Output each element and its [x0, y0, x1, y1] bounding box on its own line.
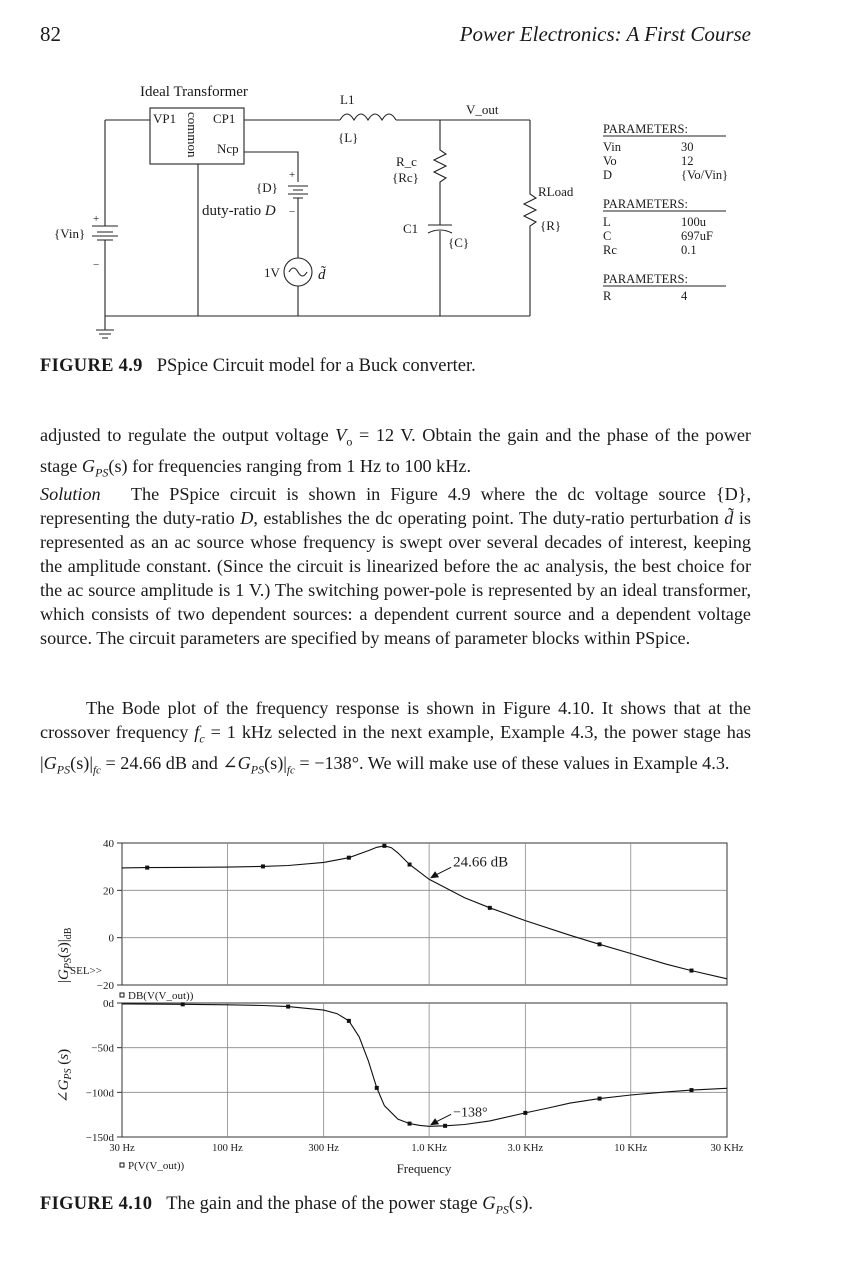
figure-4-10-caption: FIGURE 4.10 The gain and the phase of the power stage $G_{PS}(s)$.	[40, 1194, 534, 1217]
d-minus: −	[289, 206, 296, 218]
phase-ytick-label: −100d	[85, 1087, 114, 1100]
l-value-label: {L}	[338, 130, 359, 145]
phase-data-point	[598, 1097, 602, 1101]
cp1-label: CP1	[213, 111, 236, 126]
d-source-label: {D}	[256, 180, 278, 195]
gain-annotation-label: 24.66 dB	[453, 854, 509, 871]
svg-text:697uF: 697uF	[681, 229, 713, 243]
gain-frame	[122, 843, 727, 985]
paragraph-solution: Solution The PSpice circuit is shown in Figure 4.9 where the dc voltage source {D}, representing the duty-ratio D, establishes the dc operating point. The duty-ratio perturbation d̃ is represented as an ac source whose frequency is swept over several decades of interest, keeping the amplitude constant. (Since the circuit is linearized before the ac analysis, the best choice for the ac source amplitude is 1 V.) The switching power-pole is represented by an ideal transformer, which consists of two dependent sources: a dependent current source and a dependent voltage source. The circuit parameters are specified by means of parameter blocks within PSpice.	[40, 484, 751, 648]
x-tick-label: 300 Hz	[308, 1143, 339, 1154]
x-tick-label: 3.0 KHz	[507, 1143, 544, 1154]
phase-data-point	[181, 1002, 185, 1006]
svg-text:PARAMETERS:: PARAMETERS:	[603, 272, 688, 286]
gain-data-point	[145, 866, 149, 870]
svg-text:PARAMETERS:: PARAMETERS:	[603, 122, 688, 136]
gain-ytick-label: 40	[103, 838, 114, 850]
vin-plus: +	[93, 213, 100, 225]
svg-text:Rc: Rc	[603, 243, 617, 257]
gain-annotation-arrowhead	[430, 871, 439, 878]
ac-amplitude-label: 1V	[264, 265, 280, 280]
svg-text:12: 12	[681, 154, 694, 168]
phase-legend-label: P(V(V_out))	[128, 1160, 185, 1172]
rc-label: R_c	[396, 154, 417, 169]
ncp-label: Ncp	[217, 141, 239, 156]
phase-legend-marker	[120, 1163, 124, 1167]
phase-frame	[122, 1003, 727, 1137]
ideal-transformer-label: Ideal Transformer	[140, 84, 248, 100]
d-plus: +	[289, 169, 296, 181]
phase-plot	[86, 998, 744, 1176]
vin-minus: −	[93, 259, 100, 271]
svg-text:4: 4	[681, 289, 688, 303]
gain-legend-marker	[120, 993, 124, 997]
vp1-label: VP1	[153, 111, 177, 126]
phase-ytick-label: −50d	[91, 1042, 114, 1055]
svg-text:D: D	[603, 168, 613, 182]
phase-annotation-label: −138°	[453, 1105, 488, 1121]
phase-data-point	[689, 1088, 693, 1092]
d-tilde-label: d̃	[318, 267, 326, 283]
svg-text:C: C	[603, 229, 612, 243]
svg-text:0.1: 0.1	[681, 243, 697, 257]
gain-data-point	[347, 856, 351, 860]
svg-text:L: L	[603, 215, 611, 229]
running-title: Power Electronics: A First Course	[459, 22, 751, 46]
svg-text:Vin: Vin	[603, 140, 621, 154]
rload-label: RLoad	[538, 184, 574, 199]
phase-data-point	[523, 1111, 527, 1115]
v-out-label: V_out	[466, 102, 499, 117]
svg-text:100u: 100u	[681, 215, 706, 229]
svg-text:Vo: Vo	[603, 154, 617, 168]
phase-ytick-label: −150d	[85, 1132, 114, 1144]
phase-data-point	[443, 1124, 447, 1128]
gain-ytick-label: 20	[103, 885, 114, 898]
gain-ytick-label: 0	[108, 932, 114, 945]
x-axis-label: Frequency	[396, 1161, 452, 1176]
l1-label: L1	[340, 92, 355, 107]
svg-text:R: R	[603, 289, 612, 303]
x-tick-label: 100 Hz	[212, 1143, 243, 1154]
svg-text:PARAMETERS:: PARAMETERS:	[603, 197, 688, 211]
x-tick-label: 30 KHz	[710, 1143, 744, 1154]
figure-4-9-caption: FIGURE 4.9 PSpice Circuit model for a Buck converter.	[40, 356, 476, 376]
gain-data-point	[261, 864, 265, 868]
rc-value-label: {Rc}	[392, 170, 419, 185]
gain-series-line	[122, 846, 727, 979]
vin-label: {Vin}	[54, 226, 86, 241]
x-tick-label: 30 Hz	[109, 1143, 135, 1154]
x-tick-label: 10 KHz	[614, 1143, 648, 1154]
svg-text:30: 30	[681, 140, 694, 154]
gain-ytick-label: −20	[96, 980, 114, 992]
phase-data-point	[375, 1086, 379, 1090]
sel-marker-label: SEL>>	[70, 965, 102, 977]
gain-legend-label: DB(V(V_out))	[128, 990, 194, 1002]
gain-data-point	[488, 906, 492, 910]
c-value-label: {C}	[448, 235, 470, 250]
phase-data-point	[347, 1019, 351, 1023]
r-value-label: {R}	[540, 218, 562, 233]
duty-ratio-label: duty-ratio D	[202, 203, 276, 219]
page-number: 82	[40, 22, 61, 46]
phase-ytick-label: 0d	[103, 998, 114, 1010]
paragraph-1: adjusted to regulate the output voltage $V_o = 12$ V. Obtain the gain and the phase of the power stage $G_{PS}(s)$ for frequencies ranging from 1 Hz to 100 kHz.	[40, 425, 751, 480]
gain-plot	[70, 838, 727, 1002]
c1-label: C1	[403, 221, 419, 236]
phase-annotation-arrowhead	[430, 1118, 439, 1125]
phase-series-line	[122, 1004, 727, 1126]
x-tick-label: 1.0 KHz	[411, 1143, 447, 1154]
phase-axis-label: $\angle G_{PS}$ (s)	[56, 1048, 74, 1103]
gain-axis-label: $|G_{PS}(s)|_{dB}$	[56, 927, 74, 983]
gain-data-point	[408, 863, 412, 867]
svg-text:{Vo/Vin}: {Vo/Vin}	[681, 168, 729, 182]
gain-data-point	[598, 942, 602, 946]
gain-data-point	[689, 969, 693, 973]
solution-label: Solution	[40, 484, 101, 504]
common-label: common	[185, 112, 200, 158]
phase-data-point	[286, 1005, 290, 1009]
phase-data-point	[408, 1122, 412, 1126]
gain-data-point	[382, 844, 386, 848]
paragraph-bode: The Bode plot of the frequency response is shown in Figure 4.10. It shows that at the crossover frequency $f_c = 1$ kHz selected in the next example, Example 4.3, the power stage has $|G_{PS}(s)|_{fc} = 24.66$ dB and $\angle G_{PS}(s)|_{fc} = -138^\circ$. We will make use of these values in Example 4.3.	[40, 698, 751, 777]
